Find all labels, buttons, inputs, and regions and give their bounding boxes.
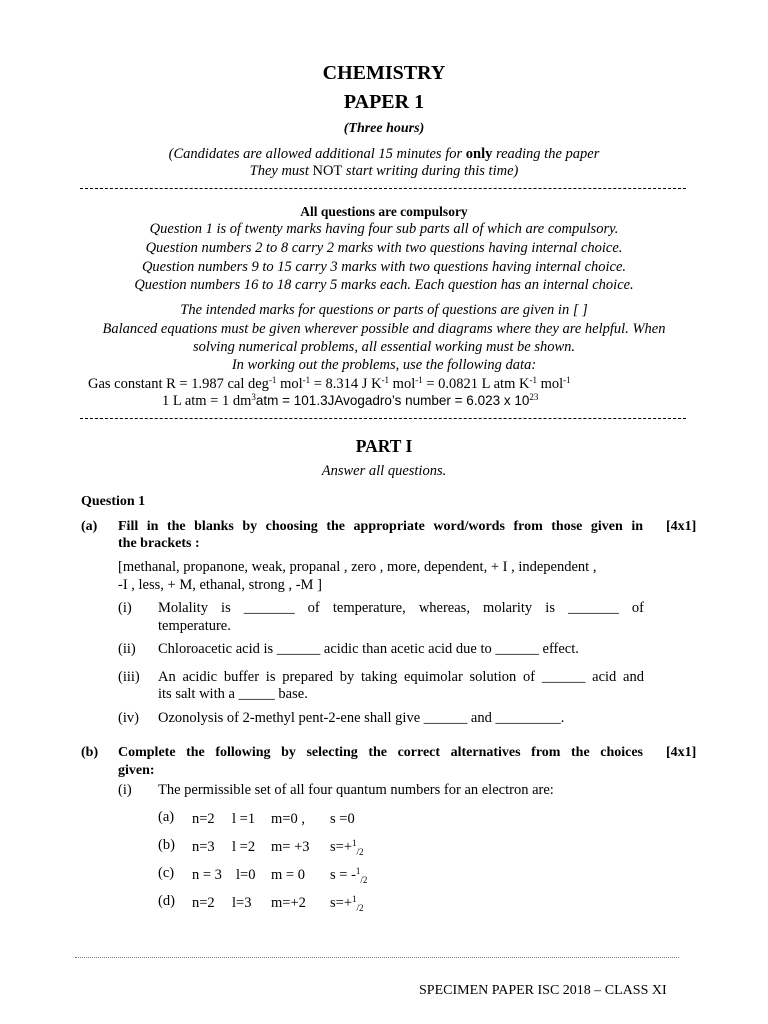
item-text-line1: Ozonolysis of 2-methyl pent-2-ene shall give ______ and _________.: [158, 710, 565, 726]
paper-title: PAPER 1: [343, 91, 425, 113]
footer-text: SPECIMEN PAPER ISC 2018 – CLASS XI: [419, 983, 667, 998]
choice-s: s=+$^1_{/2}$: [330, 838, 364, 857]
word-bank-line2: -I , less, + M, ethanal, strong , -M ]: [118, 577, 322, 593]
part-b-marks: [4x1]: [666, 745, 697, 760]
item-text-line2: its salt with a _____ base.: [158, 686, 308, 702]
choice-label: (c): [158, 865, 175, 881]
divider-bottom: [80, 418, 686, 419]
subquestion-text: The permissible set of all four quantum numbers for an electron are:: [158, 782, 554, 798]
choice-n: n=3: [192, 839, 215, 855]
item-text-line2: temperature.: [158, 618, 231, 634]
choice-m: m= +3: [271, 839, 310, 855]
item-number: (iv): [118, 710, 139, 726]
choice-n: n=2: [192, 895, 215, 911]
part-subtitle: Answer all questions.: [321, 463, 447, 479]
instruction-line: Question 1 is of twenty marks having four sub parts all of which are compulsory.: [149, 221, 619, 237]
part-b-instruction-line2: given:: [118, 763, 155, 778]
choice-label: (b): [158, 837, 175, 853]
item-text-line1: Chloroacetic acid is ______ acidic than acetic acid due to ______ effect.: [158, 641, 579, 657]
marks-note: The intended marks for questions or parts of questions are given in [ ]: [180, 302, 588, 318]
data-intro: In working out the problems, use the following data:: [231, 357, 537, 373]
choice-m: m=+2: [271, 895, 306, 911]
question-label: Question 1: [81, 494, 146, 509]
word-bank-line1: [methanal, propanone, weak, propanal , zero , more, dependent, + I , independent ,: [118, 559, 597, 575]
atm-avogadro-line: 1 L atm = 1 $dm^3atm$ = 101.3JAvogadro’s number = 6.023 x $10^{23}$: [162, 392, 539, 409]
gas-constant-line: Gas constant R = 1.987 cal deg$^{-1}$ mol$^{-1}$ = 8.314 J $K^{-1}$ mol$^{-1}$ = 0.0821 L atm $K^{-1}$ mol$^{-1}$: [88, 375, 571, 392]
balanced-note-line1: Balanced equations must be given wherever possible and diagrams where they are helpful. When: [102, 321, 666, 337]
footer-divider: [75, 957, 679, 958]
candidate-note-line2: They must NOT start writing during this time): [249, 163, 519, 179]
item-text-line1: An acidic buffer is prepared by taking equimolar solution of ______ acid and: [158, 669, 644, 685]
choice-label: (a): [158, 809, 175, 825]
part-a-instruction-line1: Fill in the blanks by choosing the appropriate word/words from those given in: [118, 519, 643, 534]
choice-l: l=0: [236, 867, 256, 883]
duration: (Three hours): [343, 121, 425, 136]
part-title: PART I: [355, 436, 413, 456]
balanced-note-line2: solving numerical problems, all essential working must be shown.: [192, 339, 576, 355]
choice-m: m=0 ,: [271, 811, 305, 827]
part-a-label: (a): [81, 519, 98, 534]
choice-n: n=2: [192, 811, 215, 827]
part-a-instruction-line2: the brackets :: [118, 536, 200, 551]
instruction-line: Question numbers 2 to 8 carry 2 marks with two questions having internal choice.: [145, 240, 623, 256]
item-number: (ii): [118, 641, 136, 657]
instruction-line: Question numbers 9 to 15 carry 3 marks with two questions having internal choice.: [141, 259, 627, 275]
choice-m: m = 0: [271, 867, 305, 883]
part-b-instruction-line1: Complete the following by selecting the correct alternatives from the choices: [118, 745, 643, 760]
item-number: (iii): [118, 669, 140, 685]
choice-n: n = 3: [192, 867, 222, 883]
choice-s: s =0: [330, 811, 355, 827]
subject-title: CHEMISTRY: [322, 62, 446, 84]
compulsory-heading: All questions are compulsory: [300, 204, 468, 219]
choice-l: l =2: [232, 839, 256, 855]
choice-s: s = -$^1_{/2}$: [330, 866, 368, 885]
item-text-line1: Molality is _______ of temperature, whereas, molarity is _______ of: [158, 600, 644, 616]
part-a-marks: [4x1]: [666, 519, 697, 534]
subquestion-number: (i): [118, 782, 132, 798]
instruction-line: Question numbers 16 to 18 carry 5 marks each. Each question has an internal choice.: [134, 277, 634, 293]
item-number: (i): [118, 600, 132, 616]
divider-top: [80, 188, 686, 189]
choice-label: (d): [158, 893, 175, 909]
choice-l: l =1: [232, 811, 256, 827]
choice-l: l=3: [232, 895, 252, 911]
choice-s: s=+$^1_{/2}$: [330, 894, 364, 913]
part-b-label: (b): [81, 745, 99, 760]
candidate-note-line1: (Candidates are allowed additional 15 minutes for only reading the paper: [168, 146, 600, 162]
